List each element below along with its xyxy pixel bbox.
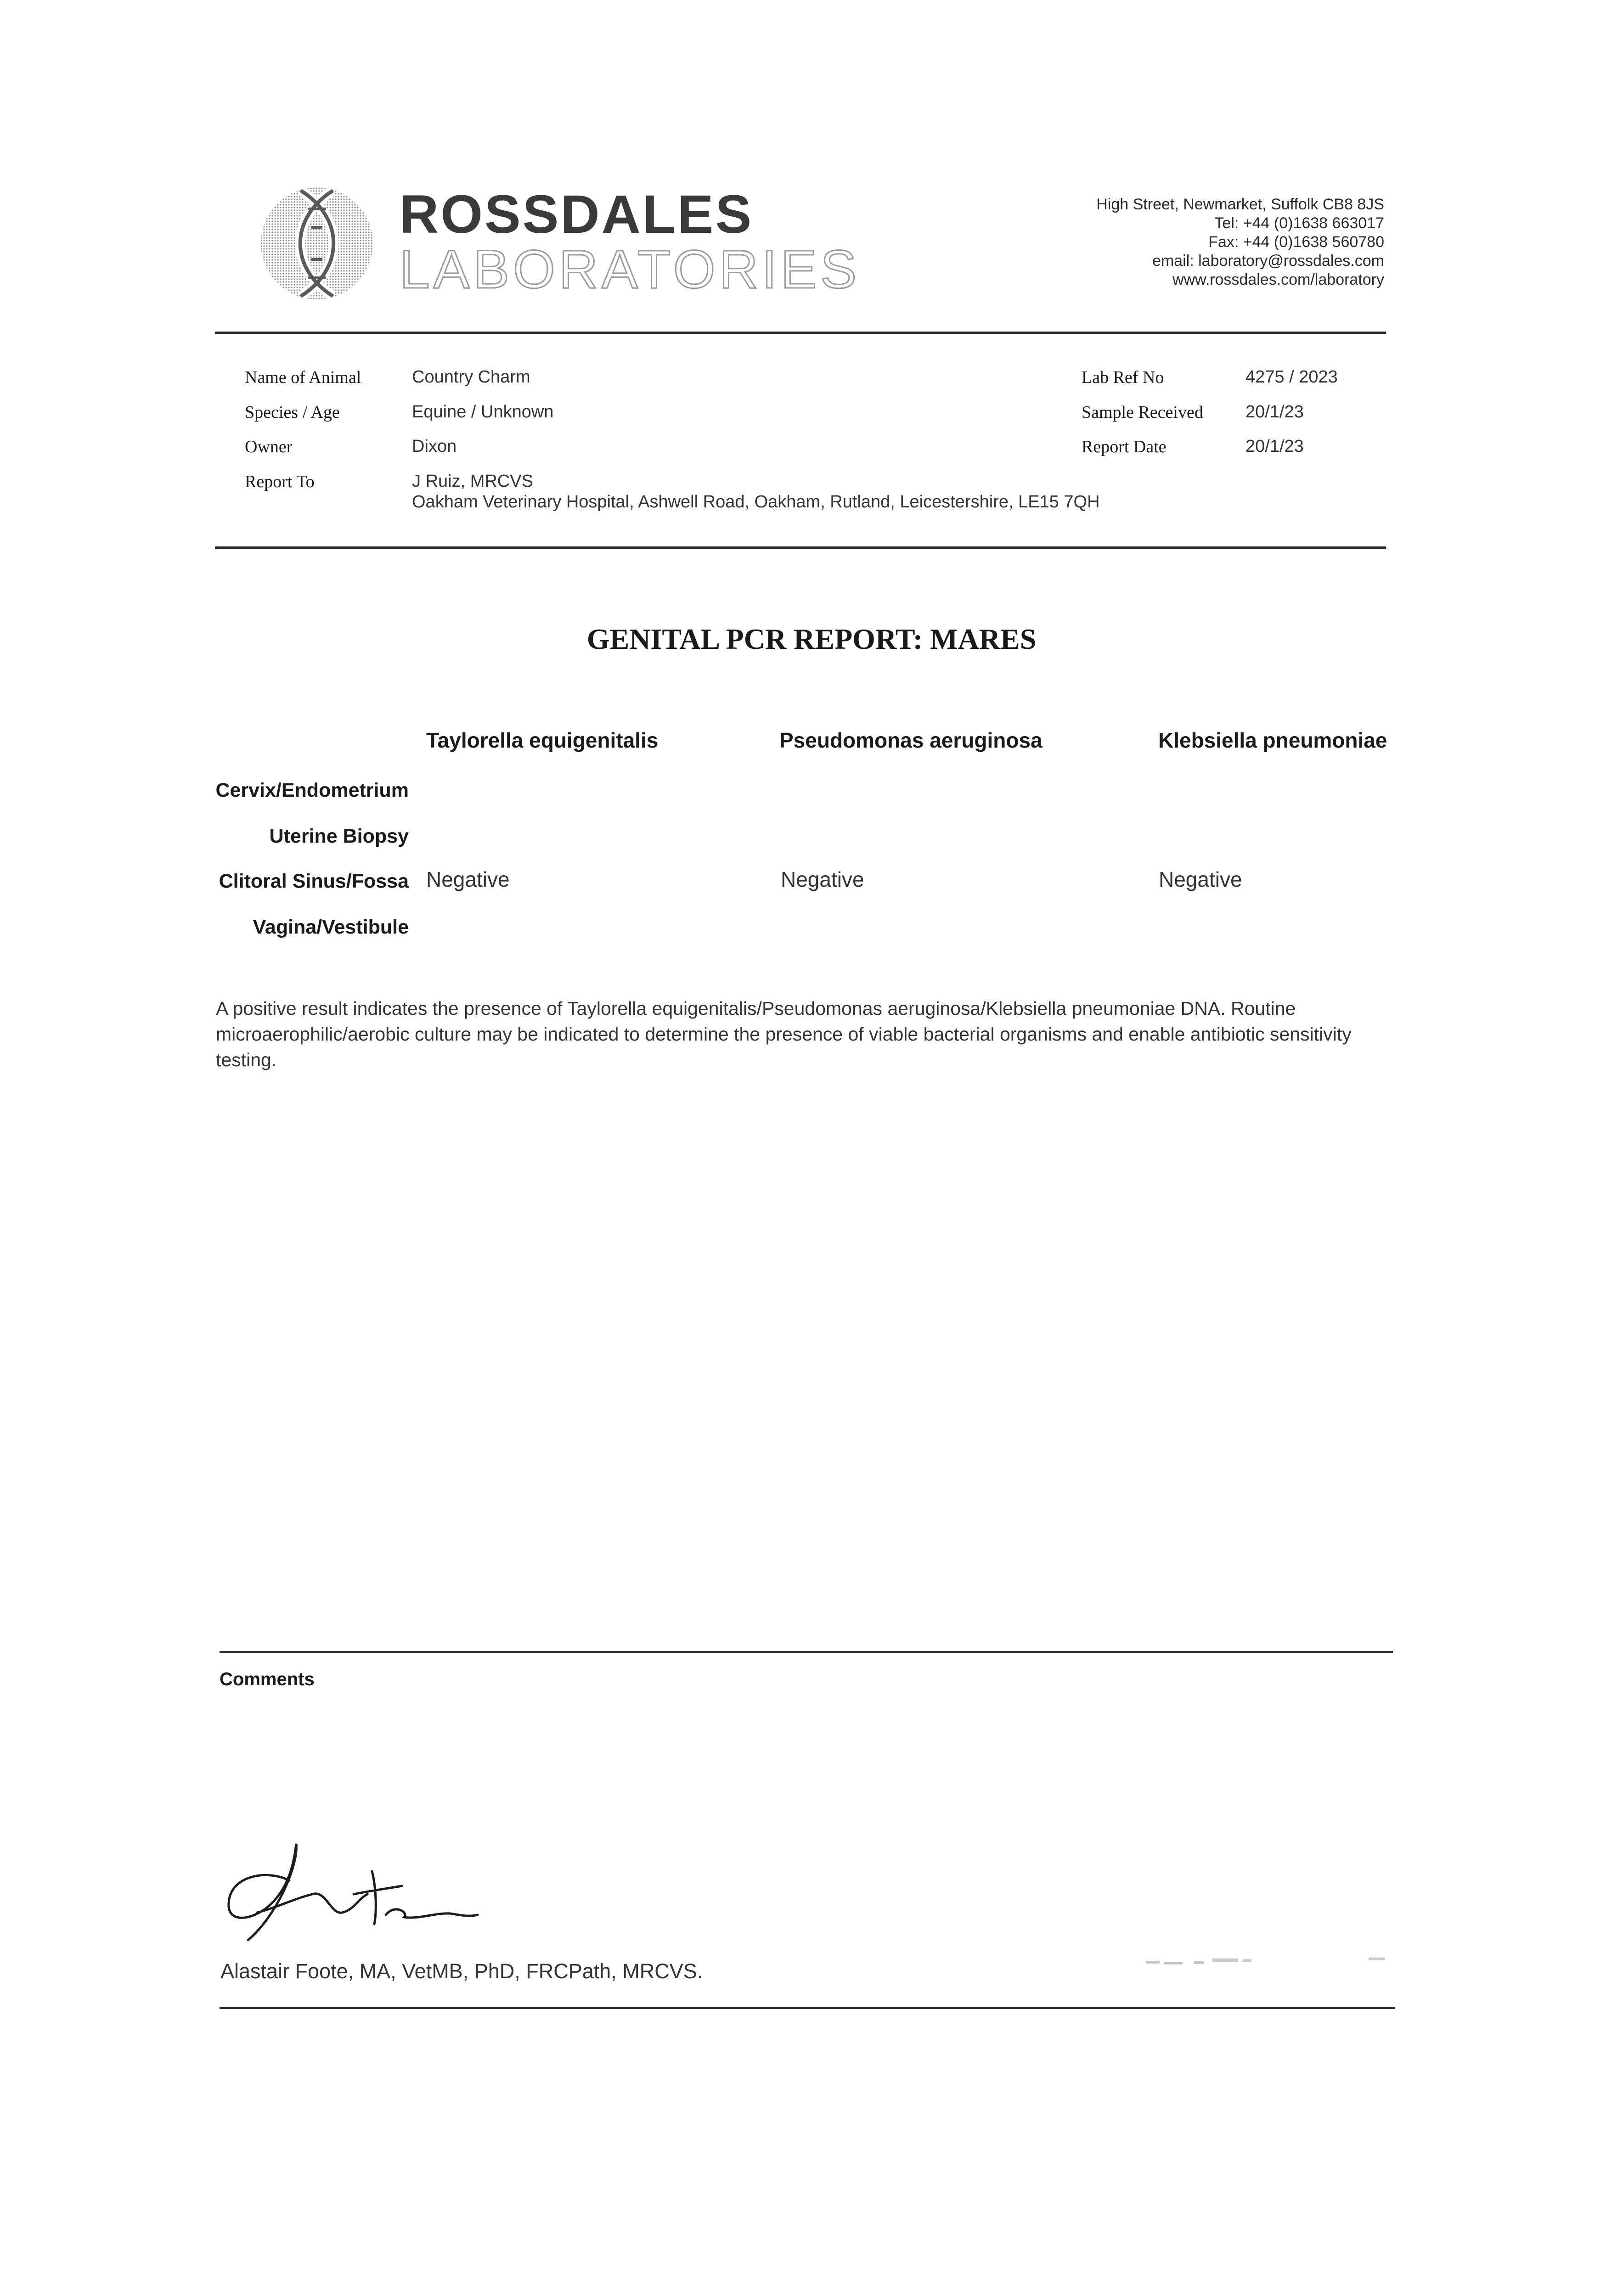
report-to-label: Report To (245, 472, 315, 491)
sample-received-value: 20/1/23 (1245, 402, 1304, 422)
name-of-animal-label: Name of Animal (245, 368, 361, 387)
row-label-cervix-endometrium: Cervix/Endometrium (215, 779, 409, 801)
report-date-label: Report Date (1082, 437, 1167, 456)
signature-image (220, 1835, 533, 1949)
species-age-label: Species / Age (245, 403, 340, 422)
result-clitoral-pseudomonas: Negative (781, 867, 864, 891)
contact-website: www.rossdales.com/laboratory (1172, 271, 1384, 288)
report-date-value: 20/1/23 (1245, 437, 1304, 456)
row-label-vagina-vestibule: Vagina/Vestibule (253, 916, 409, 938)
interpretation-note: A positive result indicates the presence of Taylorella equigenitalis/Pseudomonas aeruginosa/Klebsiella pneumoniae DNA. Routine microaerophilic/aerobic culture may be indicated to determine the presence of viable bacterial organisms and enable antibiotic sensitivity testing. (216, 998, 1352, 1070)
header-divider (215, 332, 1386, 334)
lab-ref-label: Lab Ref No (1082, 368, 1164, 387)
footer-divider (220, 2007, 1395, 2009)
report-title: GENITAL PCR REPORT: MARES (586, 623, 1037, 655)
comments-divider (220, 1651, 1393, 1653)
sample-received-label: Sample Received (1082, 403, 1203, 422)
contact-email: email: laboratory@rossdales.com (1152, 252, 1384, 270)
owner-value: Dixon (412, 437, 457, 456)
faint-stamp-mark (1144, 1954, 1401, 1972)
contact-fax: Fax: +44 (0)1638 560780 (1208, 233, 1384, 251)
name-of-animal-value: Country Charm (412, 367, 530, 387)
contact-tel: Tel: +44 (0)1638 663017 (1214, 214, 1384, 232)
column-header-pseudomonas: Pseudomonas aeruginosa (779, 728, 1043, 752)
result-clitoral-klebsiella: Negative (1159, 867, 1242, 891)
laboratory-logo-dna-icon (257, 181, 377, 305)
row-label-clitoral-sinus-fossa: Clitoral Sinus/Fossa (219, 870, 409, 892)
details-divider (215, 546, 1386, 549)
result-clitoral-taylorella: Negative (426, 867, 510, 891)
column-header-taylorella: Taylorella equigenitalis (426, 728, 659, 752)
contact-address: High Street, Newmarket, Suffolk CB8 8JS (1096, 196, 1384, 213)
report-to-name: J Ruiz, MRCVS (412, 472, 533, 491)
signatory-name: Alastair Foote, MA, VetMB, PhD, FRCPath, MRCVS. (220, 1959, 703, 1983)
comments-label: Comments (220, 1669, 315, 1689)
row-label-uterine-biopsy: Uterine Biopsy (269, 825, 409, 847)
contact-block (1096, 195, 1384, 289)
owner-label: Owner (245, 437, 293, 456)
report-to-address: Oakham Veterinary Hospital, Ashwell Road, Oakham, Rutland, Leicestershire, LE15 7QH (412, 492, 1100, 512)
brand-name: ROSSDALES (400, 184, 754, 245)
column-header-klebsiella: Klebsiella pneumoniae (1158, 728, 1387, 752)
lab-ref-value: 4275 / 2023 (1245, 367, 1338, 387)
species-age-value: Equine / Unknown (412, 402, 554, 422)
brand-subtitle: LABORATORIES (400, 239, 861, 300)
